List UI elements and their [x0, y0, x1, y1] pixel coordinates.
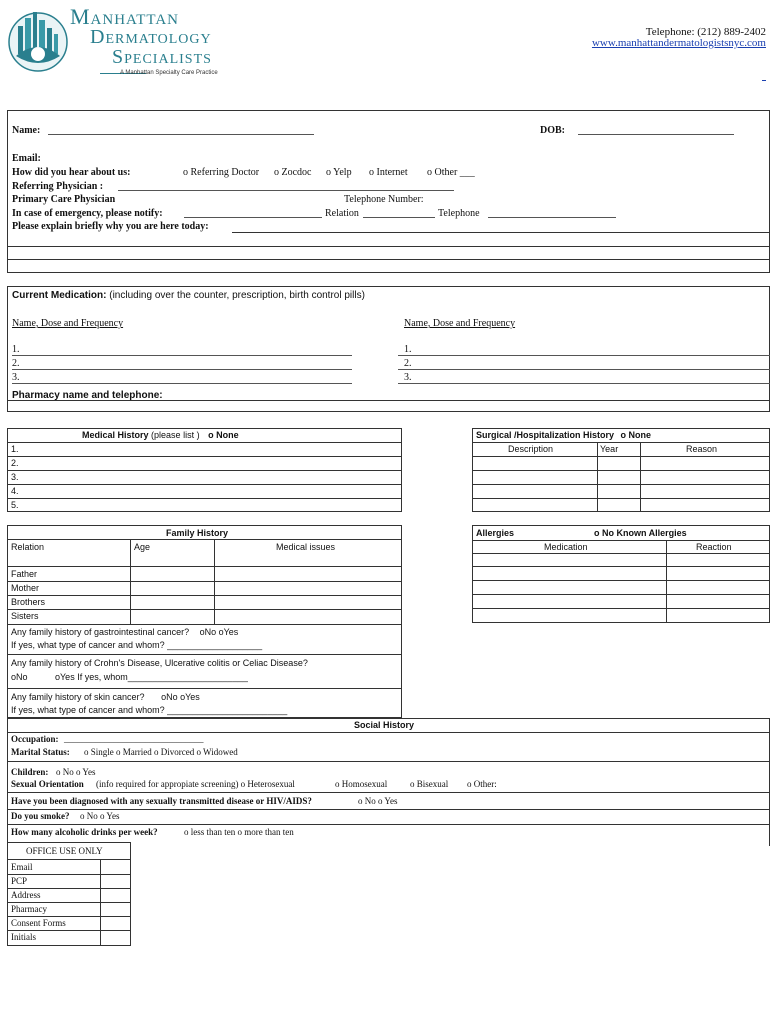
medication-col-header-left: Name, Dose and Frequency: [12, 318, 124, 329]
telephone-label: Telephone: [438, 208, 480, 219]
medication-note: (including over the counter, prescription, birth control pills): [109, 290, 365, 301]
medication-row-left-2: 2.: [12, 358, 20, 369]
medication-row-right-3: 3.: [404, 372, 412, 383]
surgical-col-reason: Reason: [686, 444, 718, 454]
dob-field[interactable]: [578, 134, 734, 135]
emergency-label: In case of emergency, please notify:: [12, 208, 163, 219]
reason-label: Please explain briefly why you are here today:: [12, 221, 209, 232]
medication-title: [12, 290, 365, 302]
pharmacy-label: Pharmacy name and telephone:: [12, 390, 163, 401]
office-use-title: OFFICE USE ONLY: [26, 846, 103, 856]
office-row-address: Address: [11, 890, 41, 900]
family-row-father: Father: [11, 569, 38, 579]
medical-history-row[interactable]: 4.: [11, 486, 19, 496]
header-website-link[interactable]: www.manhattandermatologistsnyc.com: [591, 37, 766, 49]
medical-history-title: [82, 430, 239, 441]
family-row-mother: Mother: [11, 583, 40, 593]
email-label: Email:: [12, 153, 41, 164]
occupation-label: Occupation:: [11, 734, 59, 744]
medical-history-none-option[interactable]: o None: [208, 430, 239, 440]
pcp-phone-label: Telephone Number:: [344, 194, 424, 205]
hear-option-other[interactable]: o Other ___: [427, 167, 475, 178]
crohn-no-option[interactable]: oNo: [11, 672, 28, 682]
orientation-homo-option[interactable]: o Homosexual: [335, 779, 388, 789]
medical-history-row[interactable]: 5.: [11, 500, 19, 510]
family-history-title: Family History: [166, 528, 229, 538]
crohn-yes-option[interactable]: oYes If yes, whom________________________: [55, 672, 248, 682]
reason-field[interactable]: [232, 232, 770, 233]
surgical-history-title-text: Surgical /Hospitalization History: [476, 430, 615, 440]
family-history-table: [7, 525, 402, 718]
office-row-initials: Initials: [11, 932, 36, 942]
logo-line-3: Specialists: [112, 46, 212, 68]
pharmacy-field[interactable]: [7, 400, 770, 401]
crohn-question: Any family history of Crohn's Disease, Ulcerative colitis or Celiac Disease?: [11, 658, 308, 668]
logo-tagline: A Manhattan Specialty Care Practice: [120, 70, 218, 76]
medical-history-row[interactable]: 2.: [11, 458, 19, 468]
medication-field[interactable]: [398, 369, 770, 370]
family-col-issues: Medical issues: [276, 542, 336, 552]
surgical-history-none-option[interactable]: o None: [620, 430, 652, 440]
medication-field[interactable]: [12, 383, 352, 384]
pcp-label: Primary Care Physician: [12, 194, 116, 205]
surgical-col-description: Description: [508, 444, 554, 454]
referring-label: Referring Physician :: [12, 181, 104, 192]
smoke-label: Do you smoke?: [11, 811, 70, 821]
children-options[interactable]: o No o Yes: [56, 767, 96, 777]
gi-cancer-followup[interactable]: If yes, what type of cancer and whom? ___________________: [11, 640, 263, 650]
telephone-field[interactable]: [488, 217, 616, 218]
allergies-title: Allergies: [476, 528, 515, 538]
office-row-pharmacy: Pharmacy: [11, 904, 47, 914]
hear-option-internet[interactable]: o Internet: [369, 167, 408, 178]
marital-options[interactable]: o Single o Married o Divorced o Widowed: [84, 747, 238, 757]
name-field[interactable]: [48, 134, 314, 135]
medication-field[interactable]: [12, 355, 352, 356]
std-label: Have you been diagnosed with any sexually transmitted disease or HIV/AIDS?: [11, 796, 312, 806]
medical-history-note: (please list ): [151, 430, 200, 440]
hear-option-yelp[interactable]: o Yelp: [326, 167, 352, 178]
social-history-title: Social History: [354, 720, 415, 730]
family-col-age: Age: [134, 542, 151, 552]
alcohol-options[interactable]: o less than ten o more than ten: [184, 827, 294, 837]
orientation-other-option[interactable]: o Other:: [467, 779, 497, 789]
children-label: Children:: [11, 767, 49, 777]
logo-line-1: Manhattan: [70, 4, 180, 29]
gi-cancer-options[interactable]: oNo oYes: [199, 627, 239, 637]
gi-cancer-question-text: Any family history of gastrointestinal cancer?: [11, 627, 190, 637]
logo-line-2: Dermatology: [90, 26, 212, 48]
medication-row-right-2: 2.: [404, 358, 412, 369]
medication-field[interactable]: [398, 383, 770, 384]
office-row-email: Email: [11, 862, 33, 872]
skin-cancer-followup[interactable]: If yes, what type of cancer and whom? ________________________: [11, 705, 288, 715]
skin-cancer-options[interactable]: oNo oYes: [161, 692, 200, 702]
office-row-consent: Consent Forms: [11, 918, 66, 928]
smoke-options[interactable]: o No o Yes: [80, 811, 120, 821]
occupation-field[interactable]: _______________________________: [64, 734, 204, 744]
no-known-allergies-option[interactable]: o No Known Allergies: [594, 528, 687, 538]
allergies-col-medication: Medication: [544, 542, 588, 552]
hear-label: How did you hear about us:: [12, 167, 131, 178]
orientation-hetero-option[interactable]: (info required for appropiate screening) o Heterosexual: [96, 779, 295, 789]
allergies-col-reaction: Reaction: [696, 542, 732, 552]
medication-field[interactable]: [398, 355, 770, 356]
surgical-history-title: [476, 430, 651, 441]
marital-label: Marital Status:: [11, 747, 70, 757]
header-telephone: Telephone: (212) 889-2402: [645, 26, 766, 38]
emergency-name-field[interactable]: [184, 217, 322, 218]
medication-row-right-1: 1.: [404, 344, 412, 355]
surgical-col-year: Year: [600, 444, 619, 454]
medical-history-row[interactable]: 3.: [11, 472, 19, 482]
relation-field[interactable]: [363, 217, 435, 218]
family-row-brothers: Brothers: [11, 597, 46, 607]
reason-line[interactable]: [7, 259, 770, 260]
medication-col-header-right: Name, Dose and Frequency: [404, 318, 516, 329]
family-row-sisters: Sisters: [11, 611, 39, 621]
referring-field[interactable]: [118, 190, 454, 191]
name-label: Name:: [12, 125, 41, 136]
skin-cancer-question-text: Any family history of skin cancer?: [11, 692, 145, 702]
medical-history-row[interactable]: 1.: [11, 444, 19, 454]
family-col-relation: Relation: [11, 542, 45, 552]
logo: [8, 6, 223, 78]
hear-option-zocdoc[interactable]: o Zocdoc: [274, 167, 312, 178]
gi-cancer-question: [11, 627, 238, 638]
logo-emblem-icon: [8, 8, 68, 74]
reason-line[interactable]: [7, 246, 770, 247]
medication-field[interactable]: [12, 369, 352, 370]
medication-title-text: Current Medication:: [12, 290, 107, 301]
hear-option-referring[interactable]: o Referring Doctor: [183, 167, 260, 178]
alcohol-label: How many alcoholic drinks per week?: [11, 827, 158, 837]
dob-label: DOB:: [540, 125, 565, 136]
std-options[interactable]: o No o Yes: [358, 796, 398, 806]
orientation-bi-option[interactable]: o Bisexual: [410, 779, 449, 789]
orientation-label: Sexual Orientation: [11, 779, 84, 789]
skin-cancer-question: [11, 692, 200, 703]
medication-row-left-3: 3.: [12, 372, 20, 383]
medical-history-title-text: Medical History: [82, 430, 149, 440]
relation-label: Relation: [325, 208, 359, 219]
medication-row-left-1: 1.: [12, 344, 20, 355]
office-row-pcp: PCP: [11, 876, 28, 886]
